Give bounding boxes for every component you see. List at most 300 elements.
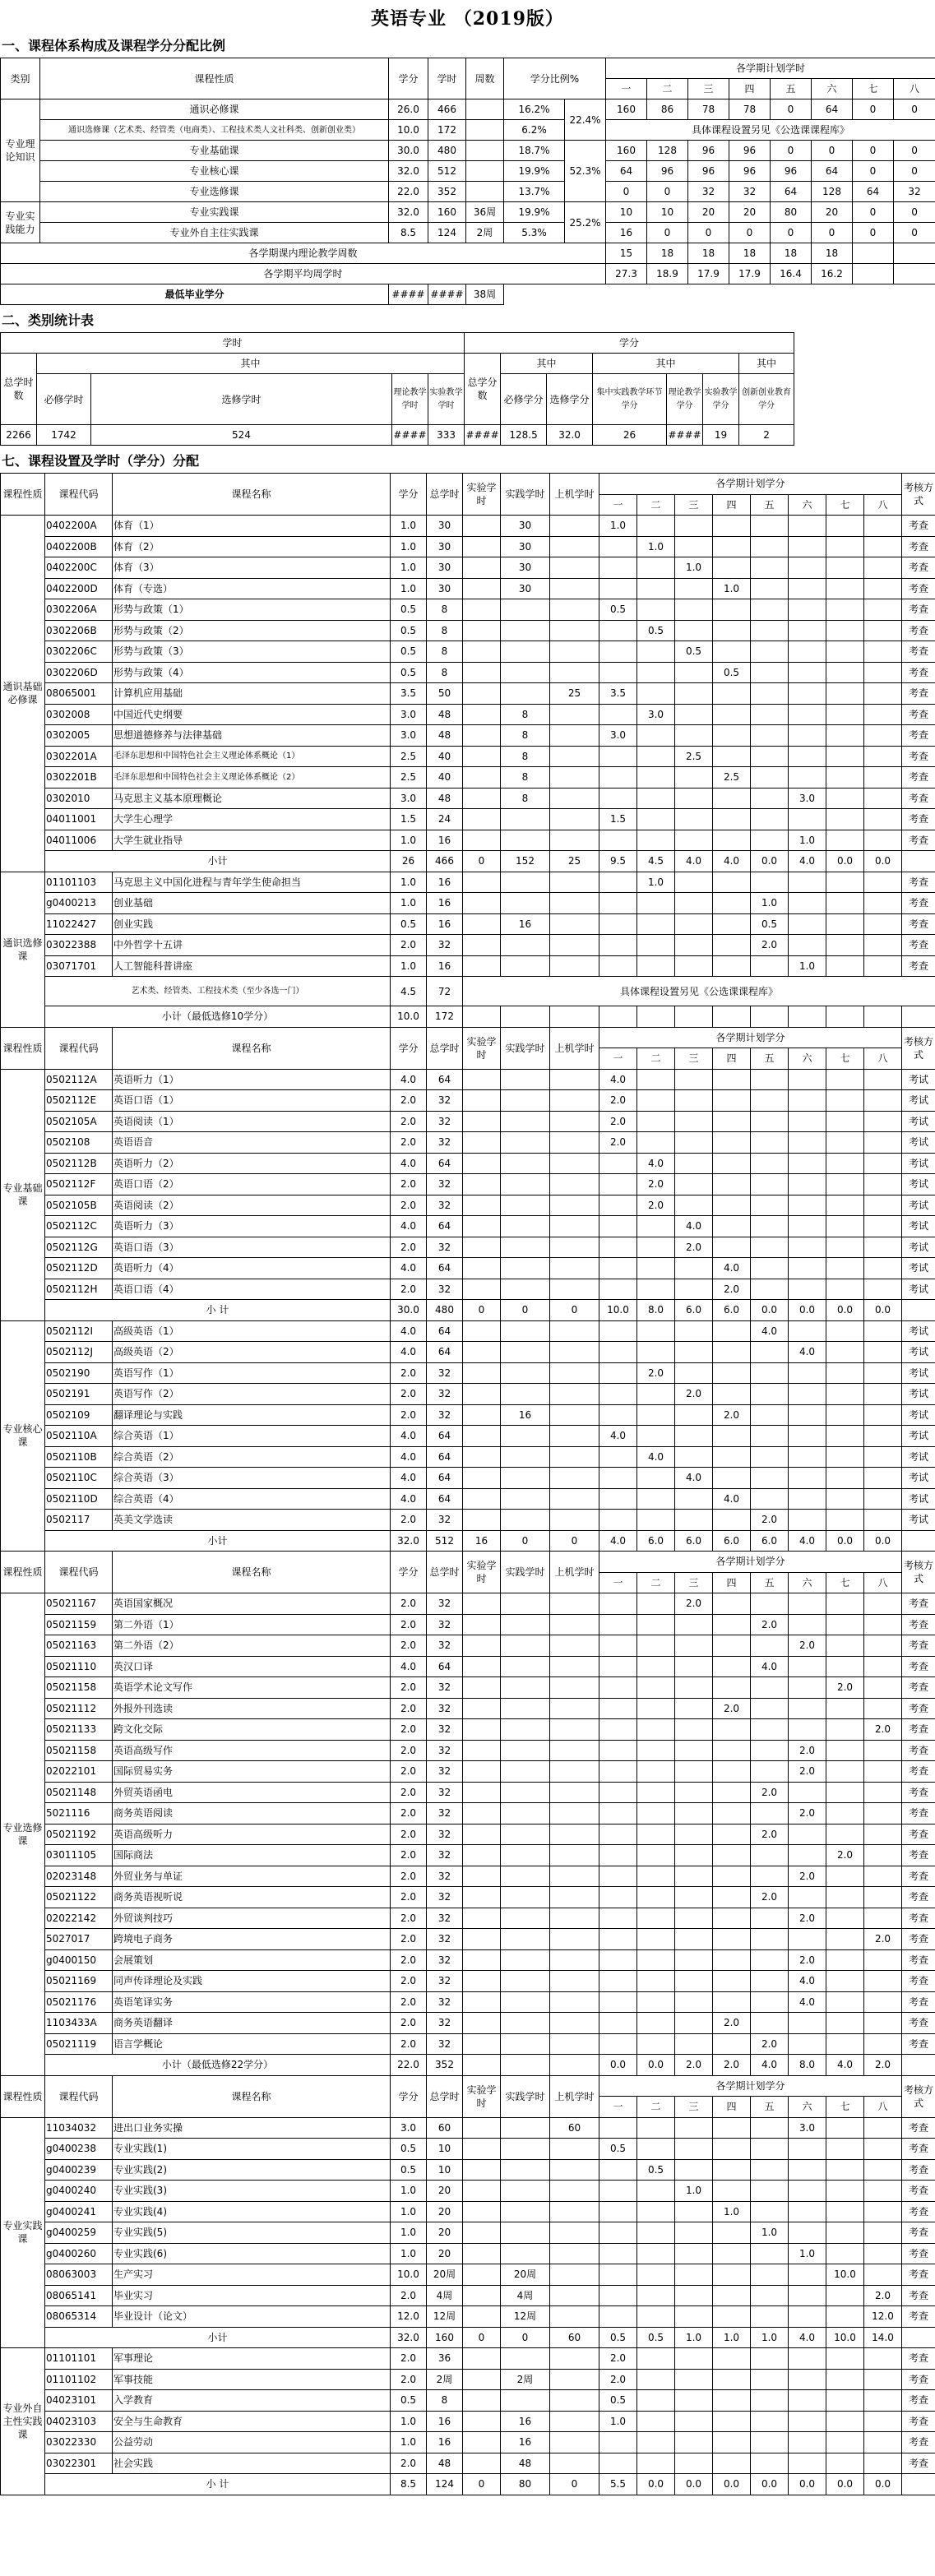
table-cell xyxy=(751,2411,789,2432)
table-cell: 48 xyxy=(427,2453,463,2474)
assessment: 考查 xyxy=(902,872,935,893)
course-row xyxy=(1,830,935,851)
table-cell xyxy=(751,1237,789,1258)
table-cell xyxy=(550,1195,599,1216)
course-row xyxy=(1,1174,935,1196)
table-cell xyxy=(675,893,713,914)
table-cell xyxy=(864,1174,902,1196)
table-cell xyxy=(853,264,894,284)
table-cell xyxy=(675,2013,713,2034)
course-group-cell: 专业选修课 xyxy=(1,1593,45,2076)
table-cell xyxy=(599,2181,637,2202)
assessment: 考查 xyxy=(902,2033,935,2055)
table-cell xyxy=(864,516,902,537)
header-row xyxy=(1,58,935,79)
course-name: 专业实践(5) xyxy=(113,2222,391,2244)
table-cell: 4.0 xyxy=(751,1320,789,1342)
course-code: 0402200B xyxy=(45,536,113,557)
course-row xyxy=(1,2432,935,2453)
table-cell xyxy=(550,1614,599,1635)
table-cell xyxy=(550,788,599,809)
table-cell xyxy=(894,243,935,264)
table-cell xyxy=(550,516,599,537)
table-cell: 20 xyxy=(427,2181,463,2202)
table-cell xyxy=(826,1279,864,1300)
table-cell: 1.0 xyxy=(713,2201,751,2222)
table-cell: 2周 xyxy=(501,2369,550,2390)
table-cell: 0.5 xyxy=(599,2139,637,2160)
course-code: 05021176 xyxy=(45,1991,113,2013)
table-cell xyxy=(550,2243,599,2264)
table-cell: 12.0 xyxy=(391,2306,427,2328)
table-cell: 0 xyxy=(853,202,894,223)
table-cell xyxy=(864,2033,902,2055)
table-cell: 0.5 xyxy=(391,913,427,935)
course-name: 形势与政策（4） xyxy=(113,662,391,683)
table-cell xyxy=(675,2222,713,2244)
course-name: 外贸英语函电 xyxy=(113,1782,391,1803)
table-cell xyxy=(599,2117,637,2139)
table-cell xyxy=(826,2432,864,2453)
table-cell: 1.0 xyxy=(637,536,675,557)
table-cell xyxy=(550,2181,599,2202)
table-cell: 4.0 xyxy=(789,1991,826,2013)
structure-row xyxy=(1,182,935,202)
table-cell xyxy=(501,2055,550,2076)
table-cell: 0.5 xyxy=(675,641,713,663)
table-cell xyxy=(599,1949,637,1971)
table-cell xyxy=(637,2013,675,2034)
assessment: 考查 xyxy=(902,2264,935,2286)
table-cell xyxy=(550,2013,599,2034)
table-cell: 16 xyxy=(427,2432,463,2453)
table-cell xyxy=(826,599,864,621)
table-cell xyxy=(637,1404,675,1426)
assessment: 考查 xyxy=(902,557,935,579)
table-cell: 78 xyxy=(729,99,771,120)
assessment: 考查 xyxy=(902,1887,935,1908)
table-cell xyxy=(864,913,902,935)
table-cell: 480 xyxy=(428,141,466,161)
table-cell xyxy=(789,1845,826,1866)
header-cell: 其中 xyxy=(593,354,739,374)
table-cell xyxy=(864,893,902,914)
table-cell: 0 xyxy=(894,141,935,161)
assessment: 考查 xyxy=(902,641,935,663)
assessment: 考查 xyxy=(902,1971,935,1992)
course-row xyxy=(1,893,935,914)
table-cell xyxy=(599,578,637,599)
header-cell: 其中 xyxy=(501,354,593,374)
table-cell xyxy=(550,1824,599,1845)
table-cell xyxy=(789,1719,826,1741)
table-cell xyxy=(751,1132,789,1154)
table-cell: 8 xyxy=(427,662,463,683)
header-cell: 一 xyxy=(599,1572,637,1593)
table-cell xyxy=(501,1740,550,1761)
table-cell: 2.0 xyxy=(391,1845,427,1866)
course-row xyxy=(1,2139,935,2160)
table-cell xyxy=(675,830,713,851)
table-cell: 16.2% xyxy=(504,99,565,120)
assessment: 考查 xyxy=(902,2139,935,2160)
course-code: 0502112I xyxy=(45,1320,113,1342)
table-cell xyxy=(789,2264,826,2286)
nature-cell: 专业选修课 xyxy=(40,182,389,202)
table-cell: 3.0 xyxy=(391,788,427,809)
table-cell xyxy=(599,1258,637,1279)
table-cell: 2.0 xyxy=(599,1111,637,1132)
table-cell xyxy=(501,2139,550,2160)
table-cell xyxy=(599,2264,637,2286)
table-cell xyxy=(675,2243,713,2264)
table-cell xyxy=(751,1258,789,1279)
table-cell xyxy=(789,2139,826,2160)
course-row xyxy=(1,662,935,683)
course-code: 04011001 xyxy=(45,809,113,830)
table-cell xyxy=(501,1929,550,1950)
table-cell xyxy=(675,1803,713,1824)
course-row xyxy=(1,578,935,599)
table-cell xyxy=(501,620,550,641)
table-cell xyxy=(550,2159,599,2181)
header-cell: 实践学时 xyxy=(501,1027,550,1069)
table-cell: 32 xyxy=(427,1593,463,1615)
stats-row xyxy=(1,425,794,446)
table-cell: 2.0 xyxy=(391,1384,427,1405)
table-cell xyxy=(637,1342,675,1363)
table-cell xyxy=(550,2222,599,2244)
course-code: 03011105 xyxy=(45,1845,113,1866)
table-cell xyxy=(463,1320,501,1342)
header-cell: 周数 xyxy=(466,58,504,99)
course-row xyxy=(1,913,935,935)
table-cell: 8 xyxy=(501,704,550,725)
table-cell xyxy=(864,1216,902,1237)
header-cell: 学分 xyxy=(389,58,428,99)
table-cell xyxy=(463,955,501,977)
table-cell: 2.0 xyxy=(637,1362,675,1384)
course-name: 计算机应用基础 xyxy=(113,683,391,705)
table-cell xyxy=(550,1677,599,1699)
table-cell: 4.0 xyxy=(789,1530,826,1552)
header-cell: 六 xyxy=(789,2097,826,2118)
table-cell xyxy=(550,1593,599,1615)
assessment: 考查 xyxy=(902,1593,935,1615)
table-cell: 0.5 xyxy=(391,662,427,683)
table-cell xyxy=(713,2348,751,2370)
table-cell: 60 xyxy=(550,2117,599,2139)
table-cell: 0 xyxy=(894,223,935,243)
table-cell xyxy=(751,1991,789,2013)
table-cell: 2.0 xyxy=(391,1404,427,1426)
table-cell xyxy=(675,1761,713,1783)
course-row xyxy=(1,1384,935,1405)
table-cell xyxy=(550,1887,599,1908)
table-cell: 8.5 xyxy=(389,223,428,243)
table-cell: 2.0 xyxy=(391,2369,427,2390)
course-code: 0502190 xyxy=(45,1362,113,1384)
table-cell xyxy=(713,2453,751,2474)
table-cell xyxy=(864,1949,902,1971)
table-cell: 36 xyxy=(427,2348,463,2370)
table-cell xyxy=(751,599,789,621)
table-cell xyxy=(463,725,501,747)
assessment: 考查 xyxy=(902,2432,935,2453)
table-cell xyxy=(675,1195,713,1216)
table-cell xyxy=(675,599,713,621)
table-cell xyxy=(637,557,675,579)
course-name: 英语听力（2） xyxy=(113,1153,391,1174)
table-cell xyxy=(713,1426,751,1447)
assessment: 考查 xyxy=(902,1949,935,1971)
table-cell: 0.5 xyxy=(599,2390,637,2412)
course-row xyxy=(1,767,935,789)
table-cell xyxy=(789,2453,826,2474)
table-cell xyxy=(789,599,826,621)
table-cell: 6.0 xyxy=(637,1530,675,1552)
table-cell xyxy=(826,1362,864,1384)
table-cell: 6.0 xyxy=(713,1530,751,1552)
table-cell: 128 xyxy=(647,141,688,161)
assessment: 考查 xyxy=(902,2013,935,2034)
table-cell xyxy=(463,1971,501,1992)
table-cell xyxy=(463,1468,501,1489)
table-cell: 2.0 xyxy=(391,1677,427,1699)
table-cell: 4.0 xyxy=(675,1468,713,1489)
table-cell: 2.5 xyxy=(391,746,427,767)
table-cell xyxy=(599,1866,637,1887)
table-cell xyxy=(675,516,713,537)
table-cell xyxy=(675,1845,713,1866)
course-name: 高级英语（2） xyxy=(113,1342,391,1363)
stat-value: 19 xyxy=(703,425,739,446)
subtotal-row xyxy=(1,851,935,872)
course-code: 11022427 xyxy=(45,913,113,935)
table-cell: 60 xyxy=(427,2117,463,2139)
table-cell xyxy=(713,1132,751,1154)
table-cell: 32 xyxy=(427,2033,463,2055)
subtotal-label: 小计 xyxy=(45,1530,391,1552)
assessment: 考试 xyxy=(902,1195,935,1216)
table-cell: 50 xyxy=(427,683,463,705)
assessment: 考查 xyxy=(902,1656,935,1677)
table-cell: 0.0 xyxy=(864,2474,902,2495)
table-cell: 124 xyxy=(427,2474,463,2495)
table-cell xyxy=(713,1362,751,1384)
table-cell: 0 xyxy=(853,223,894,243)
table-cell: 0 xyxy=(463,1300,501,1321)
table-cell: 1.0 xyxy=(751,2327,789,2348)
table-cell xyxy=(751,1090,789,1112)
table-cell: 3.0 xyxy=(599,725,637,747)
table-cell: 0.0 xyxy=(675,2474,713,2495)
table-cell xyxy=(501,1426,550,1447)
table-cell: 2.0 xyxy=(391,935,427,956)
table-cell xyxy=(550,704,599,725)
course-name: 体育（2） xyxy=(113,536,391,557)
table-cell xyxy=(713,1719,751,1741)
header-cell: 创新创业教育学分 xyxy=(739,374,794,425)
table-cell xyxy=(751,536,789,557)
table-cell xyxy=(789,1887,826,1908)
table-cell xyxy=(501,1845,550,1866)
table-cell xyxy=(637,1635,675,1657)
assessment: 考查 xyxy=(902,913,935,935)
assessment: 考查 xyxy=(902,1929,935,1950)
table-cell: 60 xyxy=(550,2327,599,2348)
table-cell xyxy=(675,1740,713,1761)
table-cell xyxy=(463,913,501,935)
assessment: 考查 xyxy=(902,516,935,537)
table-cell: 32 xyxy=(427,1824,463,1845)
table-cell: 18 xyxy=(771,243,812,264)
course-row xyxy=(1,1719,935,1741)
table-cell: 2.0 xyxy=(713,1698,751,1719)
table-cell xyxy=(826,1090,864,1112)
table-cell xyxy=(902,1300,935,1321)
table-cell xyxy=(550,662,599,683)
table-cell: 64 xyxy=(427,1069,463,1090)
header-cell: 各学期计划学分 xyxy=(599,1552,902,1573)
table-cell xyxy=(864,1279,902,1300)
table-cell xyxy=(864,1698,902,1719)
course-code: g0400241 xyxy=(45,2201,113,2222)
header-cell: 总学时 xyxy=(427,1552,463,1593)
table-cell: 2.0 xyxy=(391,1782,427,1803)
table-cell: 86 xyxy=(647,99,688,120)
table-cell xyxy=(463,1216,501,1237)
header-cell: 学分 xyxy=(391,1552,427,1593)
course-row xyxy=(1,536,935,557)
table-cell: 5.5 xyxy=(599,2474,637,2495)
table-cell xyxy=(751,1845,789,1866)
summary-label: 各学期平均周学时 xyxy=(1,264,606,284)
table-cell xyxy=(713,1866,751,1887)
table-cell xyxy=(501,2117,550,2139)
course-name: 大学生就业指导 xyxy=(113,830,391,851)
course-code: g0400239 xyxy=(45,2159,113,2181)
course-name: 专业实践(2) xyxy=(113,2159,391,2181)
table-cell: 2.0 xyxy=(675,1384,713,1405)
table-cell xyxy=(864,557,902,579)
table-cell: 4.0 xyxy=(751,2055,789,2076)
table-cell xyxy=(550,809,599,830)
header-cell: 五 xyxy=(751,1572,789,1593)
table-cell: #### xyxy=(428,284,466,305)
table-cell xyxy=(550,935,599,956)
assessment: 考查 xyxy=(902,830,935,851)
table-cell: 16 xyxy=(501,2432,550,2453)
table-cell xyxy=(637,1384,675,1405)
header-cell: 实验学时 xyxy=(463,1027,501,1069)
course-row xyxy=(1,1237,935,1258)
table-cell xyxy=(599,1887,637,1908)
table-cell xyxy=(751,1719,789,1741)
table-cell xyxy=(463,1761,501,1783)
table-cell xyxy=(826,1216,864,1237)
table-cell xyxy=(789,1782,826,1803)
table-cell xyxy=(599,1803,637,1824)
header-cell: 总学时数 xyxy=(1,354,37,425)
table-cell xyxy=(826,1698,864,1719)
course-row xyxy=(1,2201,935,2222)
table-cell: 3.5 xyxy=(599,683,637,705)
table-cell xyxy=(637,2139,675,2160)
table-cell xyxy=(826,935,864,956)
header-cell: 三 xyxy=(675,494,713,516)
table-cell xyxy=(713,2139,751,2160)
table-cell xyxy=(751,1635,789,1657)
table-cell xyxy=(501,2013,550,2034)
table-cell xyxy=(751,1006,789,1028)
course-name: 国际商法 xyxy=(113,1845,391,1866)
table-cell xyxy=(675,1090,713,1112)
header-cell: 学分 xyxy=(465,333,794,354)
course-name: 安全与生命教育 xyxy=(113,2411,391,2432)
table-cell xyxy=(751,1195,789,1216)
table-cell xyxy=(713,620,751,641)
table-cell: 2周 xyxy=(466,223,504,243)
table-cell: 12.0 xyxy=(864,2306,902,2328)
table-cell xyxy=(713,2432,751,2453)
course-row xyxy=(1,1216,935,1237)
header-cell: 八 xyxy=(864,494,902,516)
table-cell: 0.0 xyxy=(826,1300,864,1321)
header-cell: 上机学时 xyxy=(550,474,599,516)
header-cell: 考核方式 xyxy=(902,1552,935,1593)
table-cell: 32 xyxy=(427,1279,463,1300)
table-cell xyxy=(826,788,864,809)
course-row xyxy=(1,2243,935,2264)
table-cell xyxy=(826,1195,864,1216)
table-cell xyxy=(789,1111,826,1132)
table-cell xyxy=(675,1991,713,2013)
table-cell xyxy=(550,1132,599,1154)
table-cell xyxy=(826,1908,864,1929)
table-cell xyxy=(550,620,599,641)
table-cell xyxy=(751,2390,789,2412)
table-cell xyxy=(826,1384,864,1405)
table-cell: 32 xyxy=(688,182,729,202)
header-cell: 五 xyxy=(751,2097,789,2118)
table-cell xyxy=(501,2222,550,2244)
table-cell xyxy=(637,1949,675,1971)
table-cell xyxy=(789,2411,826,2432)
table-cell xyxy=(550,1404,599,1426)
table-cell: 1.0 xyxy=(675,2181,713,2202)
table-cell xyxy=(751,1908,789,1929)
table-cell xyxy=(550,1866,599,1887)
table-cell: 1.0 xyxy=(391,2243,427,2264)
section3-heading: 七、课程设置及学时（学分）分配 xyxy=(0,451,935,469)
table-cell xyxy=(550,557,599,579)
table-cell xyxy=(826,1929,864,1950)
header-cell: 四 xyxy=(713,494,751,516)
table-cell xyxy=(826,641,864,663)
table-cell xyxy=(902,2327,935,2348)
header-cell: 实践学时 xyxy=(501,474,550,516)
table-cell xyxy=(751,1803,789,1824)
course-name: 英语写作（2） xyxy=(113,1384,391,1405)
course-row xyxy=(1,683,935,705)
table-cell xyxy=(501,1991,550,2013)
course-name: 毛泽东思想和中国特色社会主义理论体系概论（1） xyxy=(113,746,391,767)
subtotal-label: 小 计 xyxy=(45,1300,391,1321)
table-cell xyxy=(675,1949,713,1971)
table-cell xyxy=(675,2390,713,2412)
table-cell: 4.0 xyxy=(391,1426,427,1447)
